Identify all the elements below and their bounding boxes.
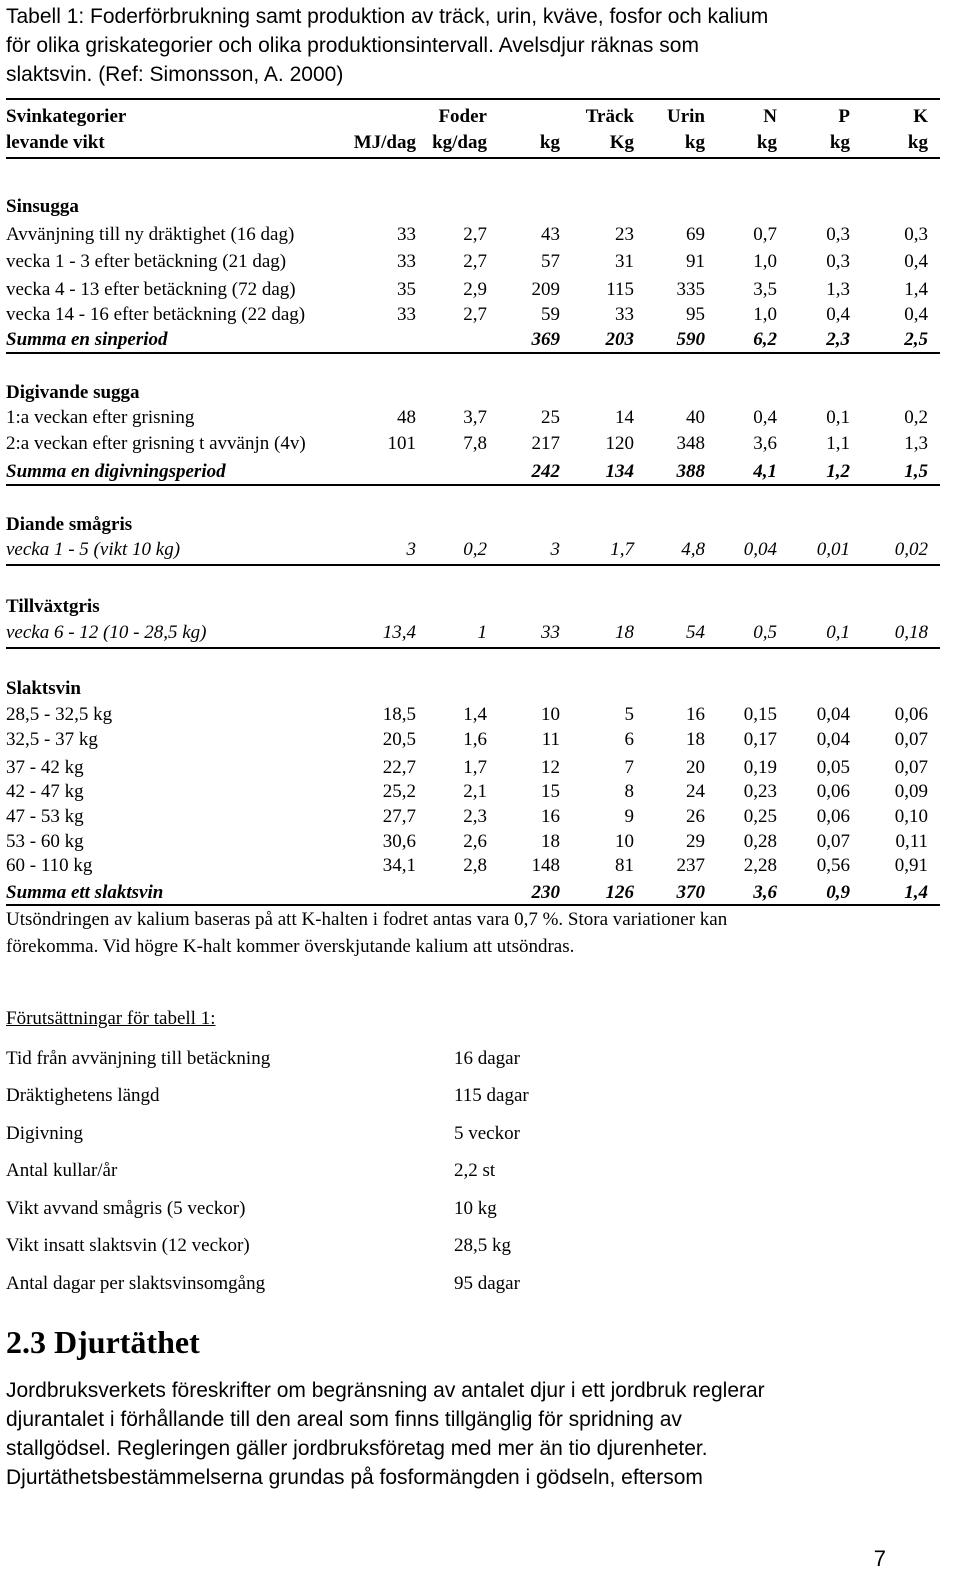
table-caption (6, 2, 946, 89)
prerequisite-value: 2,2 st (454, 1160, 496, 1181)
value-cell: 1,2 (826, 461, 850, 482)
value-cell: 120 (605, 433, 634, 454)
prerequisite-label: Antal kullar/år (6, 1160, 118, 1181)
prerequisite-item (6, 1233, 706, 1259)
table-row (6, 804, 940, 829)
row-label-cell: vecka 6 - 12 (10 - 28,5 kg) (6, 622, 207, 643)
value-cell: 0,5 (753, 622, 777, 643)
value-cell: 10 (541, 704, 560, 725)
value-cell: 33 (397, 224, 416, 245)
row-label-cell: 53 - 60 kg (6, 831, 84, 852)
prerequisite-value: 16 dagar (454, 1048, 520, 1069)
value-cell: Foder (438, 106, 487, 127)
value-cell: Urin (667, 106, 705, 127)
value-cell: 16 (541, 806, 560, 827)
value-cell: 1,1 (826, 433, 850, 454)
row-label-cell: vecka 1 - 5 (vikt 10 kg) (6, 539, 181, 560)
potassium-note (6, 906, 936, 960)
value-cell: kg (829, 132, 850, 153)
value-cell: 0,3 (826, 251, 850, 272)
value-cell: 0,4 (904, 251, 928, 272)
row-label-cell: Summa ett slaktsvin (6, 882, 164, 903)
paragraph-line: Djurtäthetsbestämmelserna grundas på fosformängden i gödseln, eftersom (6, 1466, 703, 1489)
value-cell: 18 (541, 831, 560, 852)
value-cell: 0,91 (894, 855, 928, 876)
value-cell: 348 (676, 433, 705, 454)
value-cell: 1,3 (904, 433, 928, 454)
value-cell: 18,5 (382, 704, 416, 725)
value-cell: 0,11 (895, 831, 928, 852)
value-cell: 0,10 (894, 806, 928, 827)
value-cell: 0,56 (816, 855, 850, 876)
value-cell: N (763, 106, 777, 127)
value-cell: 0,4 (753, 407, 777, 428)
value-cell: Träck (585, 106, 634, 127)
value-cell: 0,28 (743, 831, 777, 852)
value-cell: 0,1 (826, 407, 850, 428)
row-label-cell: vecka 4 - 13 efter betäckning (72 dag) (6, 279, 296, 300)
table-row (6, 104, 940, 129)
value-cell: 54 (686, 622, 705, 643)
table-rule (6, 157, 940, 159)
paragraph-line: stallgödsel. Regleringen gäller jordbruksföretag med mer än tio djurenheter. (6, 1437, 708, 1460)
row-label-cell: levande vikt (6, 132, 105, 153)
value-cell: 18 (686, 729, 705, 750)
value-cell: 34,1 (382, 855, 416, 876)
prerequisite-item (6, 1046, 706, 1072)
row-label-cell: Summa en digivningsperiod (6, 461, 226, 482)
table-row (6, 620, 940, 645)
caption-line: slaktsvin. (Ref: Simonsson, A. 2000) (6, 63, 344, 86)
value-cell: 0,02 (894, 539, 928, 560)
value-cell: 1,3 (826, 279, 850, 300)
value-cell: 26 (686, 806, 705, 827)
value-cell: 3 (406, 539, 416, 560)
value-cell: 369 (531, 329, 560, 350)
row-label-cell: vecka 1 - 3 efter betäckning (21 dag) (6, 251, 287, 272)
value-cell: 230 (531, 882, 560, 903)
value-cell: 91 (686, 251, 705, 272)
value-cell: 8 (624, 781, 634, 802)
paragraph-line: djurantalet i förhållande till den areal som finns tillgänglig för spridning av (6, 1408, 682, 1431)
value-cell: 2,9 (463, 279, 487, 300)
table-row (6, 405, 940, 430)
prerequisite-item (6, 1158, 706, 1184)
value-cell: 48 (397, 407, 416, 428)
row-label-cell: 42 - 47 kg (6, 781, 84, 802)
value-cell: 0,2 (463, 539, 487, 560)
table-rule (6, 98, 940, 100)
value-cell: 4,8 (681, 539, 705, 560)
category-title: Digivande sugga (6, 382, 140, 403)
value-cell: 1,7 (463, 757, 487, 778)
value-cell: 13,4 (382, 622, 416, 643)
table-rule (6, 647, 940, 649)
table-row (6, 755, 940, 780)
prerequisite-value: 95 dagar (454, 1273, 520, 1294)
value-cell: kg (684, 132, 705, 153)
value-cell: 0,9 (826, 882, 850, 903)
prerequisite-value: 5 veckor (454, 1123, 520, 1144)
value-cell: 203 (605, 329, 634, 350)
row-label-cell: Summa en sinperiod (6, 329, 168, 350)
value-cell: 590 (676, 329, 705, 350)
value-cell: 1,5 (904, 461, 928, 482)
section-paragraph (6, 1376, 936, 1492)
prerequisite-label: Vikt avvand smågris (5 veckor) (6, 1198, 246, 1219)
value-cell: 1 (477, 622, 487, 643)
row-label-cell: vecka 14 - 16 efter betäckning (22 dag) (6, 304, 306, 325)
value-cell: 0,3 (826, 224, 850, 245)
value-cell: kg (907, 132, 928, 153)
value-cell: 25,2 (382, 781, 416, 802)
value-cell: 0,17 (743, 729, 777, 750)
table-row (6, 459, 940, 484)
value-cell: 126 (605, 882, 634, 903)
value-cell: 335 (676, 279, 705, 300)
value-cell: 35 (397, 279, 416, 300)
value-cell: 11 (541, 729, 560, 750)
value-cell: 1,7 (610, 539, 634, 560)
value-cell: kg (756, 132, 777, 153)
value-cell: 1,4 (463, 704, 487, 725)
value-cell: 31 (615, 251, 634, 272)
prerequisite-item (6, 1121, 706, 1147)
prerequisite-label: Dräktighetens längd (6, 1085, 160, 1106)
value-cell: 15 (541, 781, 560, 802)
value-cell: 115 (606, 279, 634, 300)
value-cell: 0,06 (816, 806, 850, 827)
value-cell: kg (539, 132, 560, 153)
value-cell: 6 (624, 729, 634, 750)
value-cell: 0,06 (816, 781, 850, 802)
value-cell: 29 (686, 831, 705, 852)
value-cell: 3,7 (463, 407, 487, 428)
table-row (6, 702, 940, 727)
value-cell: 2,8 (463, 855, 487, 876)
prerequisite-item (6, 1271, 706, 1297)
page-number: 7 (873, 1546, 886, 1571)
section-title-row (6, 194, 940, 219)
value-cell: 0,07 (894, 757, 928, 778)
table-rule (6, 564, 940, 566)
row-label-cell: 47 - 53 kg (6, 806, 84, 827)
category-title: Slaktsvin (6, 678, 81, 699)
row-label-cell: 37 - 42 kg (6, 757, 84, 778)
row-label-cell: Svinkategorier (6, 106, 127, 127)
value-cell: 2,7 (463, 304, 487, 325)
value-cell: 237 (676, 855, 705, 876)
value-cell: 0,06 (894, 704, 928, 725)
value-cell: 33 (541, 622, 560, 643)
value-cell: 0,7 (753, 224, 777, 245)
prerequisite-value: 28,5 kg (454, 1235, 511, 1256)
row-label-cell: 60 - 110 kg (6, 855, 93, 876)
value-cell: K (913, 106, 928, 127)
value-cell: 43 (541, 224, 560, 245)
table-row (6, 779, 940, 804)
value-cell: 3 (550, 539, 560, 560)
value-cell: 148 (531, 855, 560, 876)
section-title-row (6, 512, 940, 537)
row-label-cell: Avvänjning till ny dräktighet (16 dag) (6, 224, 295, 245)
prerequisite-label: Antal dagar per slaktsvinsomgång (6, 1273, 266, 1294)
value-cell: 2,6 (463, 831, 487, 852)
value-cell: 134 (605, 461, 634, 482)
value-cell: 18 (615, 622, 634, 643)
value-cell: 69 (686, 224, 705, 245)
value-cell: 0,4 (826, 304, 850, 325)
section-title-row (6, 380, 940, 405)
section-heading: 2.3 Djurtäthet (6, 1324, 200, 1360)
value-cell: 20 (686, 757, 705, 778)
table-row (6, 727, 940, 752)
note-line: Utsöndringen av kalium baseras på att K-halten i fodret antas vara 0,7 %. Stora variationer kan (6, 909, 728, 930)
prerequisite-item (6, 1083, 706, 1109)
row-label-cell: 2:a veckan efter grisning t avvänjn (4v) (6, 433, 306, 454)
value-cell: 20,5 (382, 729, 416, 750)
value-cell: 1,4 (904, 882, 928, 903)
value-cell: 0,07 (816, 831, 850, 852)
value-cell: 81 (615, 855, 634, 876)
value-cell: 95 (686, 304, 705, 325)
section-title-row (6, 676, 940, 701)
table-row (6, 880, 940, 905)
prerequisite-label: Vikt insatt slaktsvin (12 veckor) (6, 1235, 250, 1256)
prerequisites-title: Förutsättningar för tabell 1: (6, 1008, 216, 1029)
caption-line: för olika griskategorier och olika produktionsintervall. Avelsdjur räknas som (6, 34, 699, 57)
value-cell: 2,3 (463, 806, 487, 827)
value-cell: 0,23 (743, 781, 777, 802)
table-rule (6, 352, 940, 354)
value-cell: 14 (615, 407, 634, 428)
value-cell: 3,6 (753, 433, 777, 454)
value-cell: 24 (686, 781, 705, 802)
prerequisite-value: 10 kg (454, 1198, 497, 1219)
value-cell: 9 (624, 806, 634, 827)
value-cell: 59 (541, 304, 560, 325)
value-cell: 3,5 (753, 279, 777, 300)
value-cell: 57 (541, 251, 560, 272)
row-label-cell: 28,5 - 32,5 kg (6, 704, 113, 725)
value-cell: 2,28 (743, 855, 777, 876)
category-title: Diande smågris (6, 514, 133, 535)
value-cell: 0,2 (904, 407, 928, 428)
value-cell: 0,07 (894, 729, 928, 750)
table-row (6, 853, 940, 878)
value-cell: 2,5 (904, 329, 928, 350)
value-cell: 217 (531, 433, 560, 454)
value-cell: 16 (686, 704, 705, 725)
table-row (6, 431, 940, 456)
value-cell: 0,09 (894, 781, 928, 802)
section-title-row (6, 594, 940, 619)
value-cell: 22,7 (382, 757, 416, 778)
value-cell: 0,04 (743, 539, 777, 560)
prerequisite-item (6, 1196, 706, 1222)
value-cell: 0,04 (816, 704, 850, 725)
value-cell: 1,0 (753, 304, 777, 325)
note-line: förekomma. Vid högre K-halt kommer överskjutande kalium att utsöndras. (6, 936, 575, 957)
value-cell: 0,01 (816, 539, 850, 560)
value-cell: 23 (615, 224, 634, 245)
value-cell: 0,25 (743, 806, 777, 827)
value-cell: 33 (615, 304, 634, 325)
value-cell: 2,1 (463, 781, 487, 802)
value-cell: 0,04 (816, 729, 850, 750)
value-cell: 27,7 (382, 806, 416, 827)
caption-line: Tabell 1: Foderförbrukning samt produktion av träck, urin, kväve, fosfor och kalium (6, 5, 769, 28)
value-cell: 388 (676, 461, 705, 482)
value-cell: 0,05 (816, 757, 850, 778)
value-cell: 4,1 (753, 461, 777, 482)
value-cell: 2,7 (463, 251, 487, 272)
value-cell: 209 (531, 279, 560, 300)
value-cell: MJ/dag (353, 132, 416, 153)
value-cell: 0,1 (826, 622, 850, 643)
value-cell: 0,3 (904, 224, 928, 245)
value-cell: 10 (615, 831, 634, 852)
value-cell: 101 (387, 433, 416, 454)
row-label-cell: 1:a veckan efter grisning (6, 407, 195, 428)
value-cell: 0,4 (904, 304, 928, 325)
value-cell: 33 (397, 251, 416, 272)
table-row (6, 829, 940, 854)
value-cell: 12 (541, 757, 560, 778)
value-cell: 3,6 (753, 882, 777, 903)
value-cell: 0,19 (743, 757, 777, 778)
prerequisite-label: Digivning (6, 1123, 84, 1144)
paragraph-line: Jordbruksverkets föreskrifter om begränsning av antalet djur i ett jordbruk reglerar (6, 1379, 765, 1402)
prerequisite-value: 115 dagar (454, 1085, 529, 1106)
category-title: Sinsugga (6, 196, 79, 217)
value-cell: 0,15 (743, 704, 777, 725)
value-cell: 33 (397, 304, 416, 325)
value-cell: 1,0 (753, 251, 777, 272)
value-cell: 6,2 (753, 329, 777, 350)
table-row (6, 222, 940, 247)
value-cell: kg/dag (432, 132, 487, 153)
value-cell: 7 (624, 757, 634, 778)
value-cell: 1,6 (463, 729, 487, 750)
value-cell: 370 (676, 882, 705, 903)
category-title: Tillväxtgris (6, 596, 100, 617)
table-row (6, 327, 940, 352)
value-cell: 1,4 (904, 279, 928, 300)
value-cell: 0,18 (894, 622, 928, 643)
value-cell: 5 (624, 704, 634, 725)
value-cell: 40 (686, 407, 705, 428)
value-cell: 30,6 (382, 831, 416, 852)
table-row (6, 130, 940, 155)
value-cell: 25 (541, 407, 560, 428)
value-cell: P (838, 106, 850, 127)
value-cell: 242 (531, 461, 560, 482)
table-row (6, 302, 940, 327)
value-cell: 2,7 (463, 224, 487, 245)
table-row (6, 249, 940, 274)
value-cell: 2,3 (826, 329, 850, 350)
value-cell: 7,8 (463, 433, 487, 454)
value-cell: Kg (609, 132, 634, 153)
table-rule (6, 484, 940, 486)
table-row (6, 537, 940, 562)
row-label-cell: 32,5 - 37 kg (6, 729, 98, 750)
table-row (6, 277, 940, 302)
prerequisite-label: Tid från avvänjning till betäckning (6, 1048, 271, 1069)
